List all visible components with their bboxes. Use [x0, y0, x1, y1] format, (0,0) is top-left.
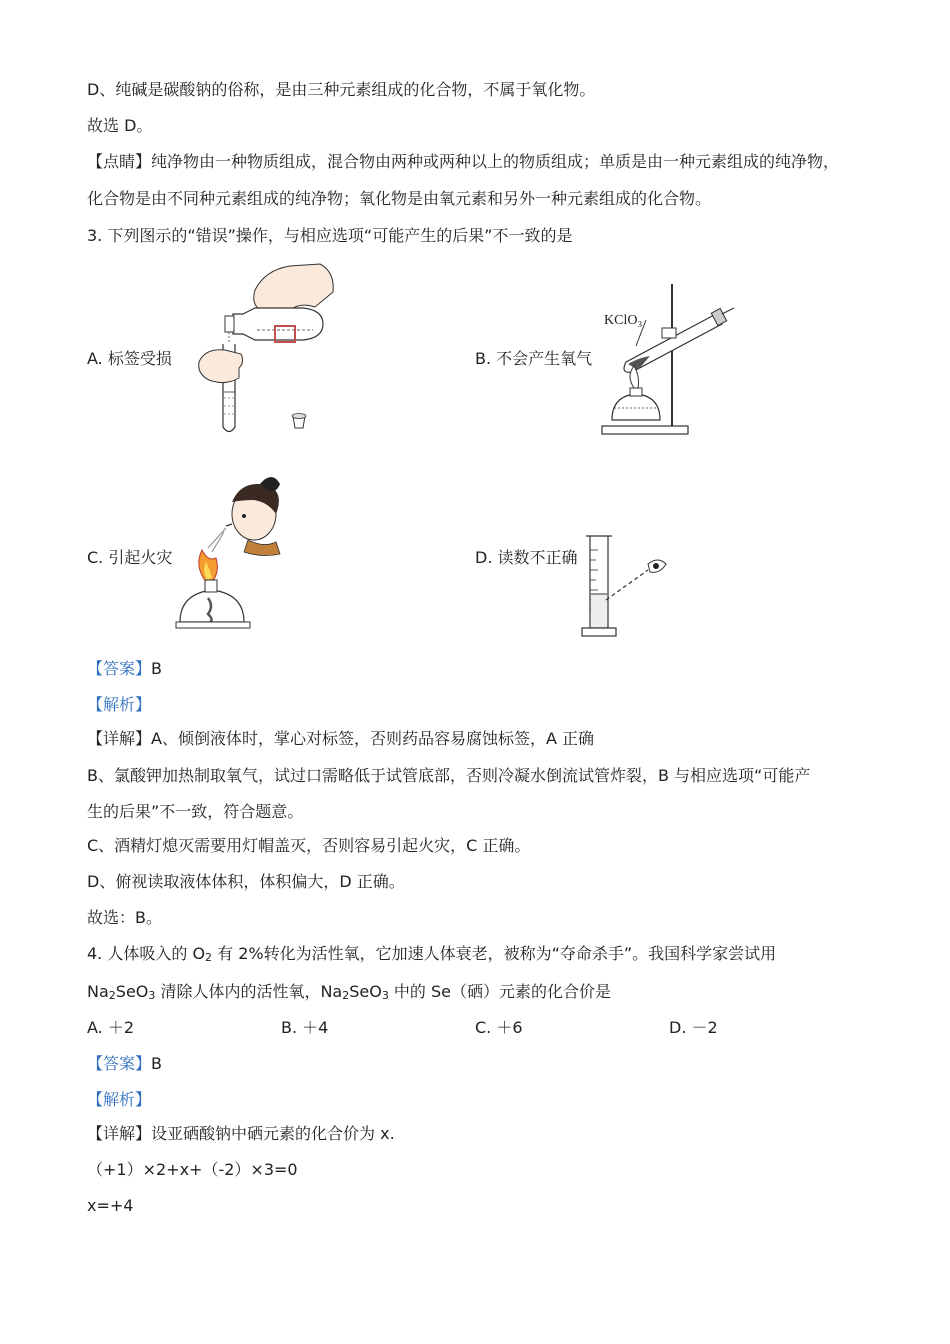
answer-tag: 【答案】 [87, 659, 152, 678]
formula-text: SeO [115, 982, 149, 1001]
question-3-stem: 3. 下列图示的“错误”操作，与相应选项“可能产生的后果”不一致的是 [87, 226, 573, 245]
text-line: 故选 D。 [87, 116, 153, 135]
kclo3-label: KClO₃ [604, 313, 643, 328]
stem-text: 中的 Se（硒）元素的化合价是 [388, 982, 612, 1001]
figure-graduated-cylinder [578, 530, 678, 642]
option-b-label: B. 不会产生氧气 [475, 349, 593, 368]
subscript: 2 [205, 951, 213, 964]
question-4-stem-2 [87, 981, 611, 1003]
answer-value: B [151, 659, 162, 678]
q4-option-d: D. －2 [669, 1018, 718, 1037]
comment-line [87, 151, 839, 173]
stem-text: 清除人体内的活性氧，Na [155, 982, 343, 1001]
comment-text: 纯净物由一种物质组成，混合物由两种或两种以上的物质组成；单质是由一种元素组成的纯净物， [151, 152, 840, 171]
answer-value: B [151, 1054, 162, 1073]
answer-line [87, 658, 162, 680]
subscript: 2 [108, 989, 116, 1002]
detail-text: A、倾倒液体时，掌心对标签，否则药品容易腐蚀标签，A 正确 [151, 729, 594, 748]
formula-text: SeO [349, 982, 382, 1001]
detail-tag: 【详解】 [87, 1124, 152, 1143]
subscript: 3 [148, 989, 156, 1002]
q4-option-b: B. ＋4 [281, 1018, 329, 1037]
text-line: 化合物是由不同种元素组成的纯净物；氧化物是由氧元素和另外一种元素组成的化合物。 [87, 189, 712, 208]
question-4-stem [87, 943, 776, 965]
subscript: 3 [381, 989, 389, 1002]
stem-text: 有 2%转化为活性氧，它加速人体衰老，被称为“夺命杀手”。我国科学家尝试用 [212, 944, 777, 963]
option-d-label: D. 读数不正确 [475, 548, 578, 567]
answer-tag: 【答案】 [87, 1054, 152, 1073]
comment-tag: 【点睛】 [87, 152, 152, 171]
text-line: D、纯碱是碳酸钠的俗称，是由三种元素组成的化合物，不属于氧化物。 [87, 80, 596, 99]
option-a-label: A. 标签受损 [87, 349, 172, 368]
figure-blowing-lamp [172, 474, 292, 640]
stem-text: 4. 人体吸入的 O [87, 944, 206, 963]
analysis-tag: 【解析】 [87, 695, 152, 714]
detail-text: 设亚硒酸钠中硒元素的化合价为 x. [151, 1124, 395, 1143]
detail-line: D、俯视读取液体体积，体积偏大，D 正确。 [87, 872, 405, 891]
analysis-tag: 【解析】 [87, 1090, 152, 1109]
detail-line [87, 728, 594, 750]
detail-line [87, 1123, 395, 1145]
subscript: 2 [342, 989, 350, 1002]
equation-line: （+1）×2+x+（-2）×3=0 [87, 1160, 298, 1179]
detail-tag: 【详解】 [87, 729, 152, 748]
detail-line: 生的后果”不一致，符合题意。 [87, 802, 304, 821]
detail-line: B、氯酸钾加热制取氧气，试过口需略低于试管底部，否则冷凝水倒流试管炸裂，B 与相应选项“可能产 [87, 766, 811, 785]
choose-line: 故选：B。 [87, 908, 162, 927]
figure-heating-kclo3 [598, 284, 738, 442]
option-c-label: C. 引起火灾 [87, 548, 173, 567]
answer-line [87, 1053, 162, 1075]
q4-option-c: C. ＋6 [475, 1018, 523, 1037]
detail-line: C、酒精灯熄灭需要用灯帽盖灭，否则容易引起火灾，C 正确。 [87, 836, 531, 855]
equation-line: x=+4 [87, 1196, 134, 1215]
q4-option-a: A. ＋2 [87, 1018, 135, 1037]
figure-pouring-liquid [195, 262, 345, 442]
formula-text: Na [87, 982, 109, 1001]
